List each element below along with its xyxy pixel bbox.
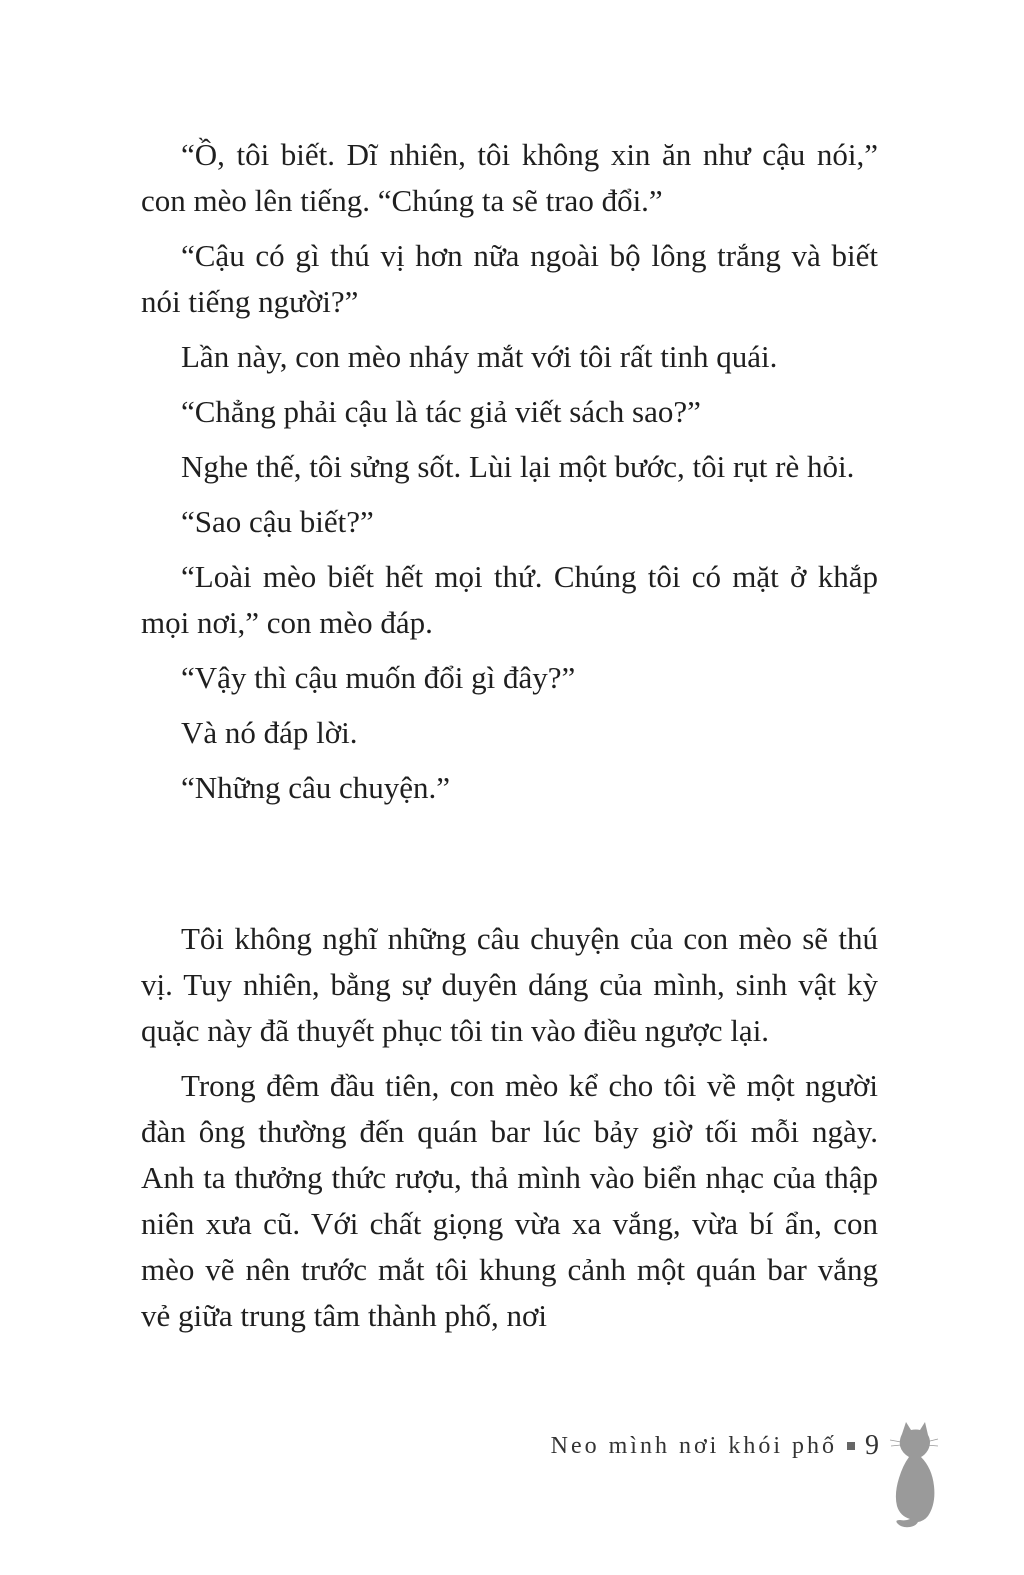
book-title: Neo mình nơi khói phố [550, 1432, 837, 1459]
paragraph: Nghe thế, tôi sửng sốt. Lùi lại một bước, tôi rụt rè hỏi. [181, 449, 855, 484]
paragraph: Lần này, con mèo nháy mắt với tôi rất tinh quái. [181, 339, 778, 374]
paragraph: “Vậy thì cậu muốn đổi gì đây?” [181, 660, 576, 695]
paragraph: “Ồ, tôi biết. Dĩ nhiên, tôi không xin ăn như cậu nói,” con mèo lên tiếng. “Chúng ta sẽ trao đổi.” [141, 137, 878, 218]
paragraph: “Chẳng phải cậu là tác giả viết sách sao?” [181, 394, 701, 429]
paragraph: “Loài mèo biết hết mọi thứ. Chúng tôi có mặt ở khắp mọi nơi,” con mèo đáp. [141, 559, 878, 640]
paragraph: Tôi không nghĩ những câu chuyện của con mèo sẽ thú vị. Tuy nhiên, bằng sự duyên dáng của mình, sinh vật kỳ quặc này đã thuyết phục tôi tin vào điều ngược lại. [141, 921, 878, 1048]
text-block-bottom [141, 916, 878, 1339]
text-block-top [141, 132, 878, 820]
page-footer [551, 1430, 879, 1462]
footer-bullet [847, 1442, 855, 1450]
paragraph: Và nó đáp lời. [181, 715, 358, 750]
page-number: 9 [865, 1430, 879, 1461]
paragraph: Trong đêm đầu tiên, con mèo kể cho tôi về một người đàn ông thường đến quán bar lúc bảy giờ tối mỗi ngày. Anh ta thưởng thức rượu, thả mình vào biển nhạc của thập niên xưa cũ. Với chất giọng vừa xa vắng, vừa bí ẩn, con mèo vẽ nên trước mắt tôi khung cảnh một quán bar vắng vẻ giữa trung tâm thành phố, nơi [141, 1068, 878, 1333]
paragraph: “Sao cậu biết?” [181, 504, 374, 539]
cat-silhouette-icon [888, 1420, 942, 1530]
paragraph: “Cậu có gì thú vị hơn nữa ngoài bộ lông trắng và biết nói tiếng người?” [141, 238, 878, 319]
paragraph: “Những câu chuyện.” [181, 770, 450, 805]
